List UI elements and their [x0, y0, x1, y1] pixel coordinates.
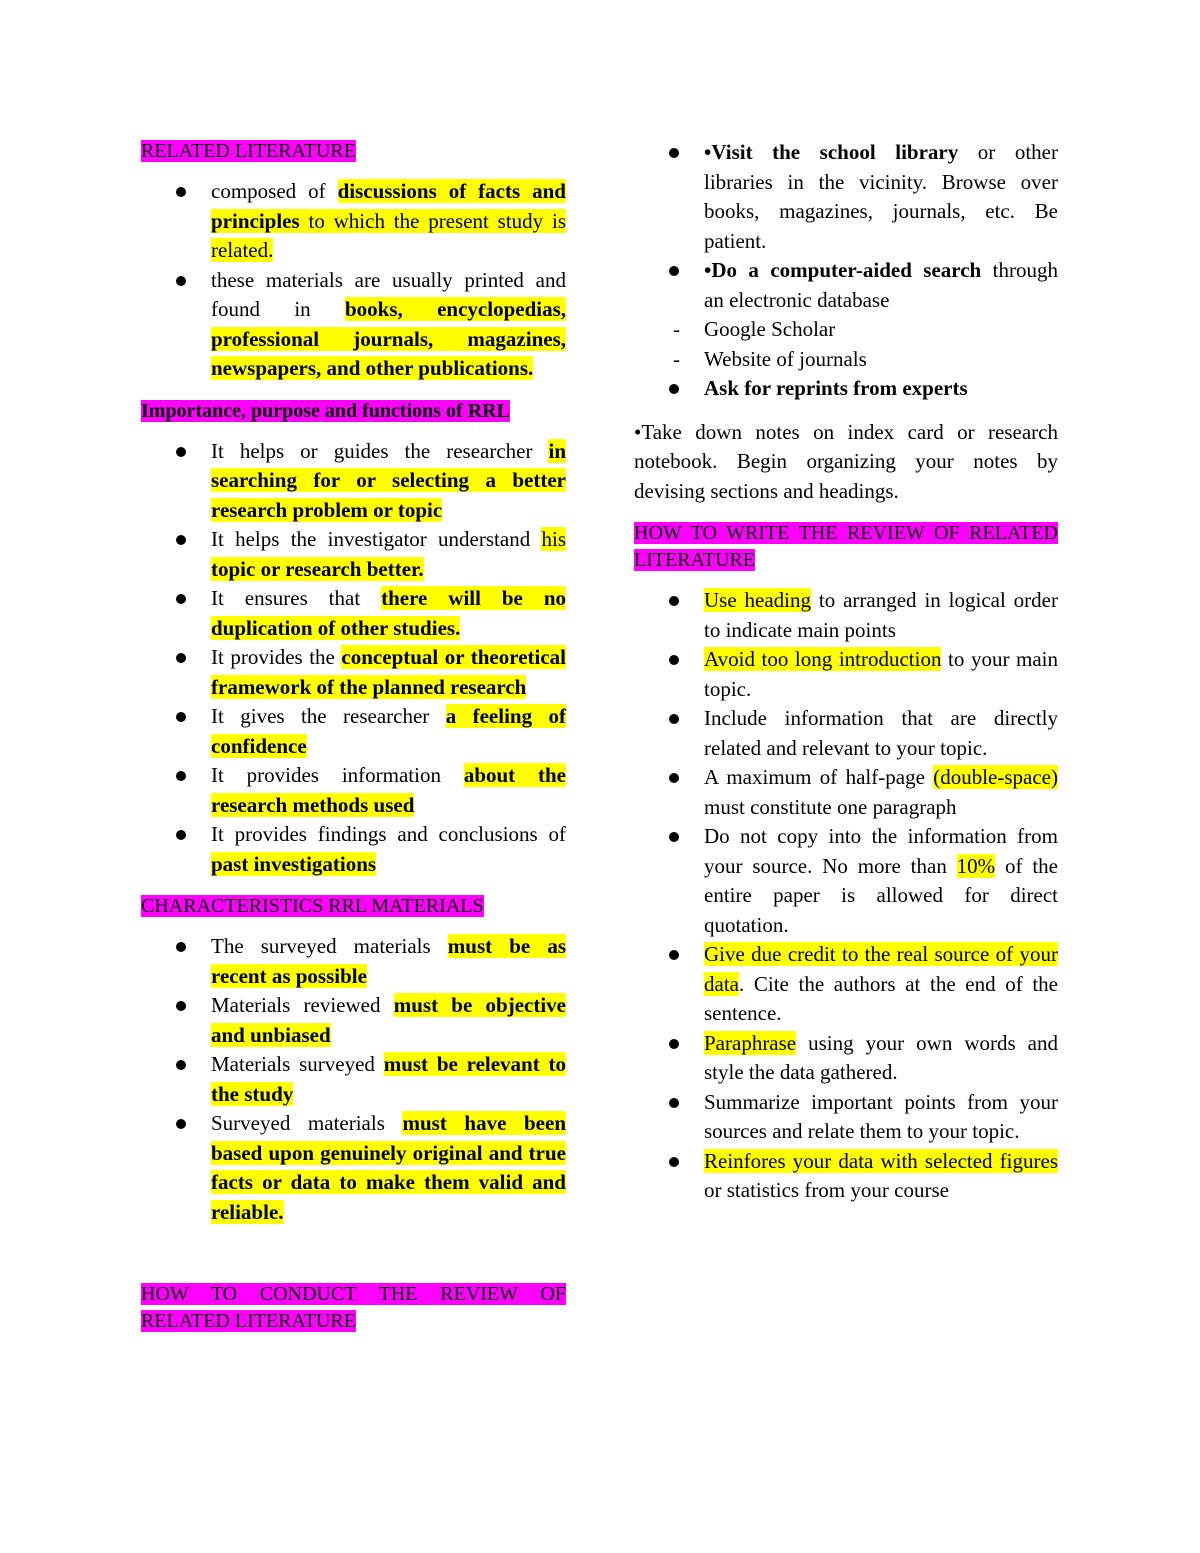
list-item — [141, 932, 566, 991]
list-importance — [141, 437, 566, 880]
text-run: 10% — [956, 853, 996, 878]
list-item — [141, 266, 566, 384]
list-item — [634, 1029, 1058, 1088]
list-item — [634, 345, 1058, 375]
text-run: must be relevant to the study — [211, 1052, 566, 1106]
text-run: must have been based upon genuinely original and true facts or data to make them valid and reliable. — [211, 1111, 566, 1224]
list-item — [634, 645, 1058, 704]
text-run: discussions of facts and principles — [211, 179, 566, 233]
list-item — [141, 820, 566, 879]
text-run: It helps the investigator understand — [211, 527, 542, 551]
list-item — [634, 1088, 1058, 1147]
text-run: using your own words and style the data gathered. — [704, 1030, 1058, 1084]
list-item — [141, 437, 566, 526]
list-item — [634, 822, 1058, 940]
text-run: topic or research better. — [211, 556, 424, 581]
list-item — [141, 584, 566, 643]
text-run: books, encyclopedias, professional journals, magazines, newspapers, and other publications. — [211, 297, 567, 380]
text-run: Avoid too long introduction — [704, 647, 942, 671]
heading-importance: Importance, purpose and functions of RRL — [141, 399, 510, 422]
text-run: in searching for or selecting a better research problem or topic — [211, 438, 566, 522]
text-run: to your main topic. — [704, 647, 1058, 701]
text-run: past investigations — [211, 851, 377, 876]
text-run: there will be no duplication of other studies. — [211, 586, 566, 640]
list-related-literature — [141, 177, 566, 384]
text-run: his — [541, 527, 566, 551]
list-item — [634, 1147, 1058, 1206]
list-item — [141, 643, 566, 702]
list-item — [634, 704, 1058, 763]
text-run: Give due credit to the real source of your data — [704, 942, 1058, 996]
text-run: A maximum of half-page — [704, 765, 934, 789]
heading-how-to-conduct: HOW TO CONDUCT THE REVIEW OF RELATED LITERATURE — [141, 1283, 566, 1332]
text-run: through an electronic database — [704, 258, 1058, 312]
list-item — [634, 940, 1058, 1029]
text-run: It provides the — [211, 645, 342, 669]
text-run: of the entire paper is allowed for direct quotation. — [704, 853, 1058, 937]
text-run: or statistics from your course — [704, 1178, 949, 1202]
text-run: Materials surveyed — [211, 1052, 384, 1076]
text-run: Google Scholar — [704, 317, 836, 341]
text-run: Include information that are directly related and relevant to your topic. — [704, 706, 1058, 760]
text-run: Use heading — [704, 588, 812, 612]
text-run: It provides information — [211, 763, 464, 787]
heading-related-literature: RELATED LITERATURE — [141, 140, 356, 162]
heading-how-to-write: HOW TO WRITE THE REVIEW OF RELATED LITERATURE — [634, 522, 1058, 571]
list-how-to-conduct — [634, 138, 1058, 404]
text-run: composed of — [211, 179, 338, 203]
list-item — [634, 256, 1058, 315]
text-run: It gives the researcher — [211, 704, 446, 728]
notes-paragraph: •Take down notes on index card or research notebook. Begin organizing your notes by devising sections and headings. — [634, 419, 1058, 503]
text-run: must be objective and unbiased — [211, 993, 566, 1047]
text-run: Summarize important points from your sources and relate them to your topic. — [704, 1089, 1058, 1143]
text-run: Paraphrase — [704, 1030, 797, 1055]
text-run: or other libraries in the vicinity. Browse over books, magazines, journals, etc. Be patient. — [704, 140, 1058, 253]
list-item — [141, 702, 566, 761]
text-run: . Cite the authors at the end of the sentence. — [704, 971, 1058, 1025]
list-item — [634, 763, 1058, 822]
text-run: Do not copy into the information from your source. No more than — [704, 824, 1058, 878]
text-run: about the research methods used — [211, 763, 566, 817]
list-item — [634, 138, 1058, 256]
text-run: •Do a computer-aided search — [704, 258, 982, 282]
text-run: It helps or guides the researcher — [211, 438, 549, 463]
text-run: (double-space) — [933, 765, 1058, 789]
text-run: to which the present study is related. — [211, 208, 566, 262]
list-item — [141, 177, 566, 266]
text-run: these materials are usually printed and found in — [211, 267, 566, 321]
list-item — [141, 761, 566, 820]
text-run: The surveyed materials — [211, 934, 448, 958]
text-run: must be as recent as possible — [211, 934, 567, 988]
text-run: It ensures that — [211, 586, 382, 610]
text-run: Surveyed materials — [211, 1111, 403, 1135]
text-run: Materials reviewed — [211, 993, 394, 1017]
list-how-to-write — [634, 586, 1058, 1206]
list-item — [141, 525, 566, 584]
text-run: conceptual or theoretical framework of the planned research — [211, 645, 566, 699]
text-run: a feeling of confidence — [211, 704, 566, 758]
text-run: Website of journals — [704, 346, 867, 371]
list-item — [141, 1050, 566, 1109]
text-run: Ask for reprints from experts — [704, 376, 968, 400]
spacer — [141, 1241, 566, 1281]
text-run: It provides findings and conclusions of — [211, 822, 566, 846]
text-run: to arranged in logical order to indicate main points — [704, 588, 1058, 642]
text-run: •Visit the school library — [704, 140, 959, 164]
left-column — [141, 138, 566, 1335]
text-run: must constitute one paragraph — [704, 794, 957, 819]
text-run: Reinfores your data with selected figures — [704, 1148, 1058, 1173]
list-item — [634, 586, 1058, 645]
heading-characteristics: CHARACTERISTICS RRL MATERIALS — [141, 895, 484, 917]
list-item — [634, 315, 1058, 345]
right-column — [634, 138, 1058, 1220]
list-item — [634, 374, 1058, 404]
list-item — [141, 991, 566, 1050]
list-characteristics — [141, 932, 566, 1227]
list-item — [141, 1109, 566, 1227]
